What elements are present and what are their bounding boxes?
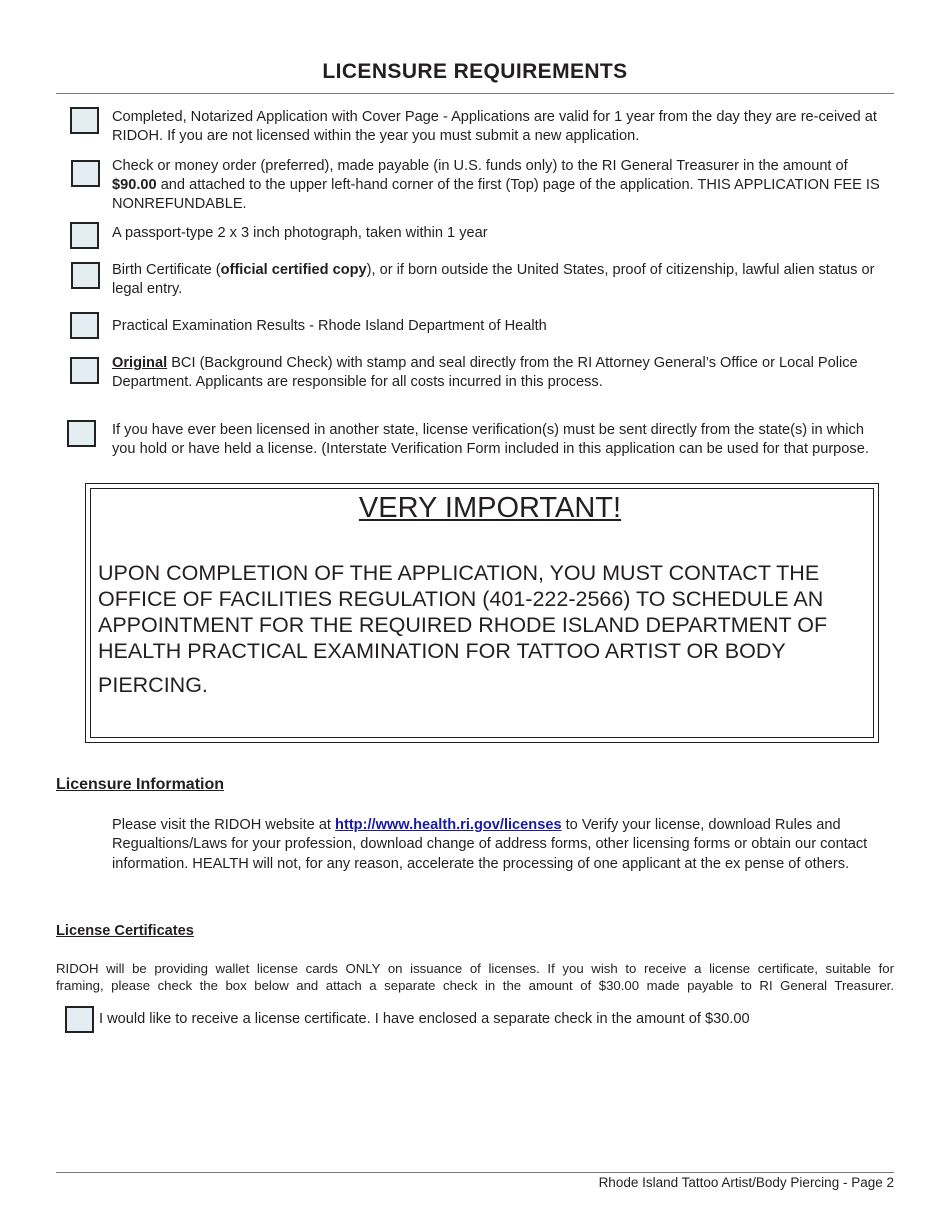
requirement-checkbox-exam-results[interactable] [70, 312, 99, 339]
requirement-fee: Check or money order (preferred), made payable (in U.S. funds only) to the RI General Treasurer in the amount of $90.00 and attached to the upper left-hand corner of the first (Top) page of the application. THIS APPLICATION FEE IS NONREFUNDABLE. [112, 158, 880, 212]
requirement-checkbox-birth-certificate[interactable] [71, 262, 100, 289]
page-title: LICENSURE REQUIREMENTS [322, 60, 628, 83]
fee-amount: $90.00 [112, 177, 157, 193]
licensure-info-text: Please visit the RIDOH website at http://www.health.ri.gov/licenses to Verify your license, download Rules and Regualtions/Laws for your profession, download change of address forms, other licensing forms or obtain our contact information. HEALTH will not, for any reason, accelerate the processing of one applicant at the ex pense of others. [112, 817, 868, 872]
important-body: UPON COMPLETION OF THE APPLICATION, YOU MUST CONTACT THE OFFICE OF FACILITIES REGULATION (401-222-2566) TO SCHEDULE AN APPOINTMENT FOR THE REQUIRED RHODE ISLAND DEPARTMENT OF HEALTH PRACTICAL EXAMINATION FOR TATTOO ARTIST OR BODY PIERCING. [98, 561, 828, 697]
footer-divider [56, 1172, 894, 1173]
licensure-info-heading: Licensure Information [56, 776, 225, 793]
requirement-checkbox-license-verification[interactable] [67, 420, 96, 447]
certificate-request-label: I would like to receive a license certificate. I have enclosed a separate check in the amount of $30.00 [99, 1011, 750, 1027]
requirement-checkbox-photo[interactable] [70, 222, 99, 249]
ridoh-licenses-link[interactable]: http://www.health.ri.gov/licenses [335, 817, 562, 833]
requirement-checkbox-fee[interactable] [71, 160, 100, 187]
requirement-photo: A passport-type 2 x 3 inch photograph, taken within 1 year [112, 225, 488, 241]
certificate-request-checkbox[interactable] [65, 1006, 94, 1033]
certificates-text-line-2: framing, please check the box below and attach a separate check in the amount of $30.00 made payable to RI General Treasurer. [56, 978, 894, 993]
header-divider [56, 93, 894, 94]
important-heading: VERY IMPORTANT! [358, 492, 622, 524]
requirement-checkbox-application[interactable] [70, 107, 99, 134]
requirement-checkbox-background-check[interactable] [70, 357, 99, 384]
page-footer: Rhode Island Tattoo Artist/Body Piercing - Page 2 [598, 1175, 894, 1190]
requirement-background-check: Original BCI (Background Check) with stamp and seal directly from the RI Attorney General’s Office or Local Police Department. Applicants are responsible for all costs incurred in this process. [112, 355, 858, 390]
certificates-text-line-1: RIDOH will be providing wallet license cards ONLY on issuance of licenses. If you wish to receive a license certificate, suitable for [56, 961, 894, 976]
requirement-license-verification: If you have ever been licensed in another state, license verification(s) must be sent directly from the state(s) in which you hold or have held a license. (Interstate Verification Form included in this application can be used for that purpose. [112, 422, 869, 457]
requirement-birth-certificate: Birth Certificate (official certified copy), or if born outside the United States, proof of citizenship, lawful alien status or legal entry. [112, 262, 875, 297]
requirement-exam-results: Practical Examination Results - Rhode Island Department of Health [112, 318, 547, 334]
license-certificates-heading: License Certificates [56, 923, 194, 939]
requirement-application: Completed, Notarized Application with Cover Page - Applications are valid for 1 year from the day they are re-ceived at RIDOH. If you are not licensed within the year you must submit a new application. [112, 109, 877, 144]
